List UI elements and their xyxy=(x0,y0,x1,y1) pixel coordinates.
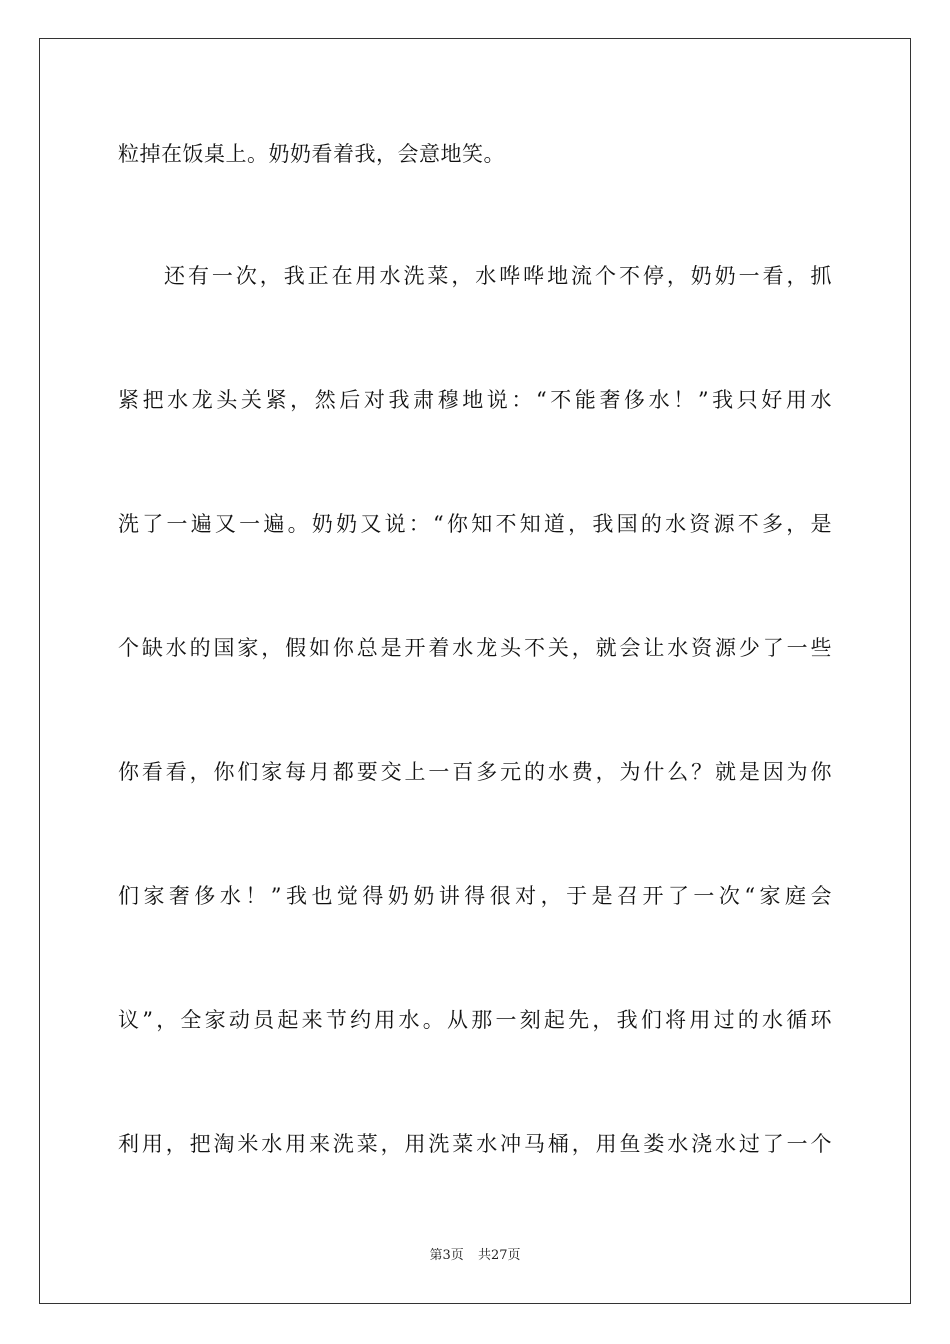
text-line-3: 紧把水龙头关紧，然后对我肃穆地说：“不能奢侈水！”我只好用水 xyxy=(118,388,832,412)
page-footer xyxy=(0,1247,950,1265)
text-line-6: 你看看，你们家每月都要交上一百多元的水费，为什么？就是因为你 xyxy=(118,760,832,784)
text-line-8: 议”，全家动员起来节约用水。从那一刻起先，我们将用过的水循环 xyxy=(118,1008,832,1032)
text-line-9: 利用，把淘米水用来洗菜，用洗菜水冲马桶，用鱼娄水浇水过了一个 xyxy=(118,1132,832,1156)
text-line-2: 还有一次，我正在用水洗菜，水哗哗地流个不停，奶奶一看，抓 xyxy=(164,264,832,288)
text-line-5: 个缺水的国家，假如你总是开着水龙头不关，就会让水资源少了一些 xyxy=(118,636,832,660)
text-line-4: 洗了一遍又一遍。奶奶又说：“你知不知道，我国的水资源不多，是 xyxy=(118,512,832,536)
text-line-7: 们家奢侈水！”我也觉得奶奶讲得很对，于是召开了一次“家庭会 xyxy=(118,884,832,908)
page-number: 第3页 xyxy=(429,1248,464,1263)
page-border xyxy=(39,38,911,1304)
page-total: 共27页 xyxy=(477,1248,521,1263)
text-line-1: 粒掉在饭桌上。奶奶看着我，会意地笑。 xyxy=(118,142,505,166)
